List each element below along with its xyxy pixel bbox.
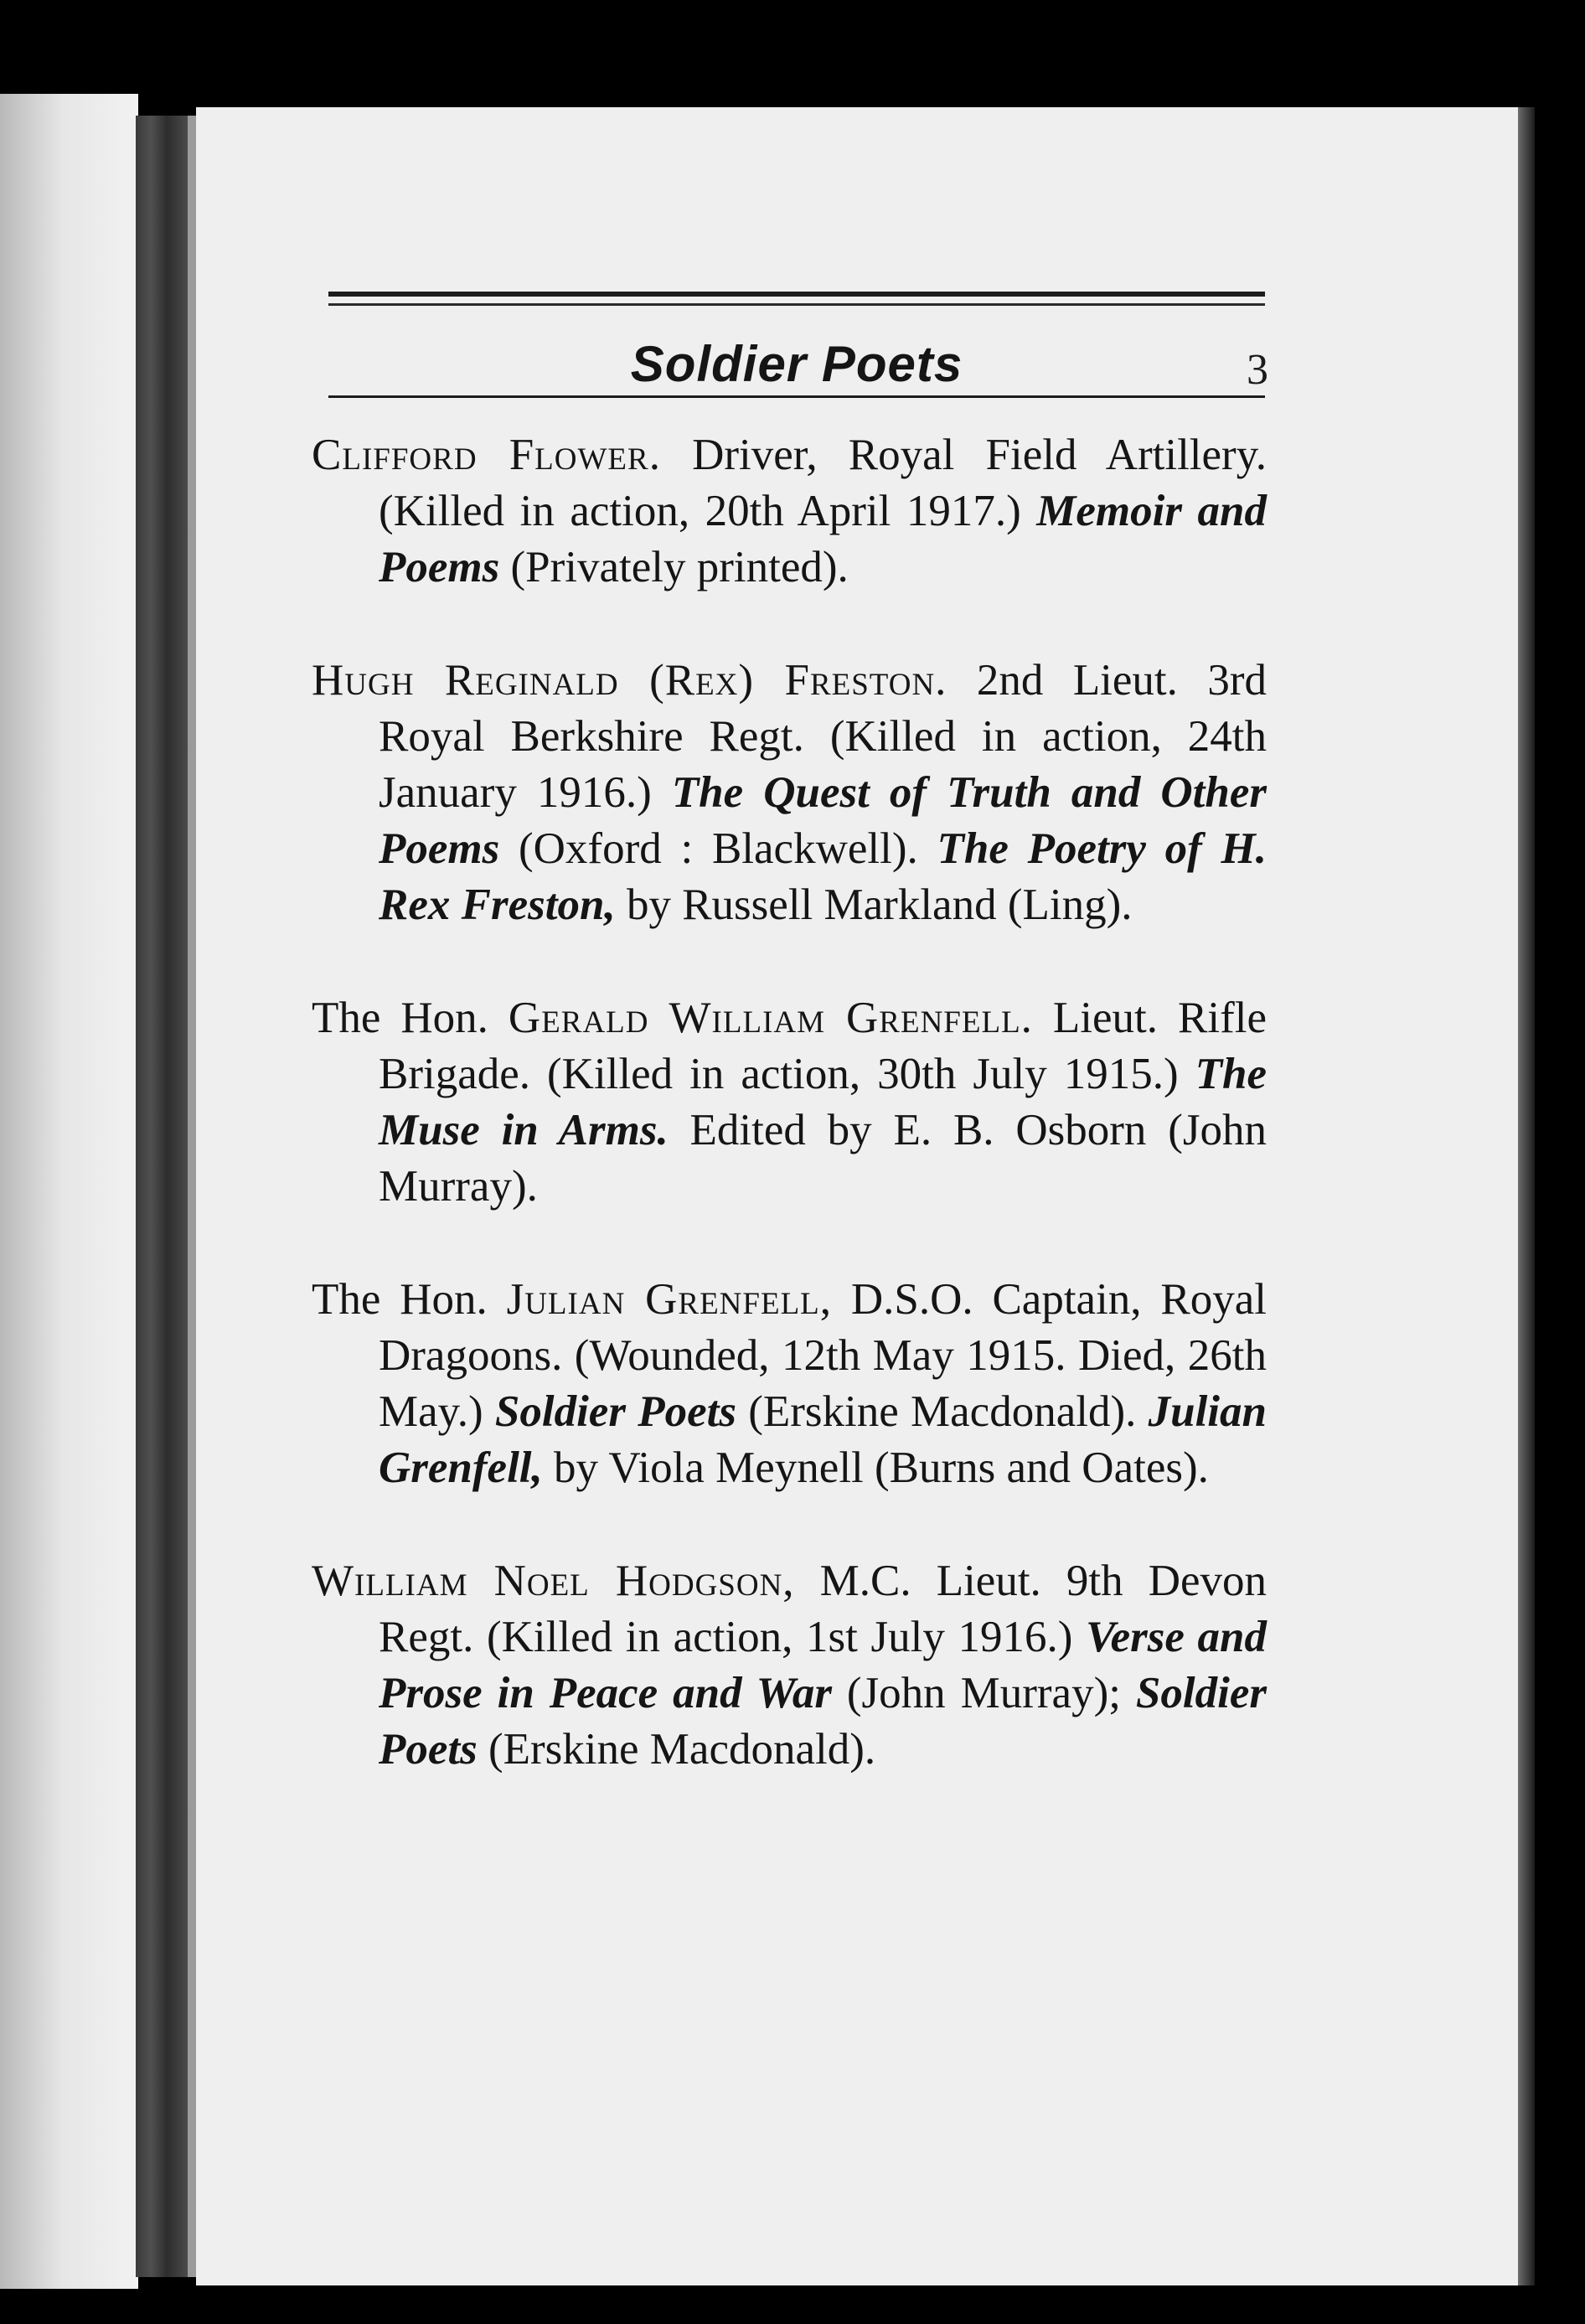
entry-text: (Privately printed). [499,543,849,591]
header-rule-thin [328,303,1265,306]
entry-title: The Poetry of H. Rex Freston, [379,824,1267,929]
entry-julian-grenfell [312,1272,1267,1496]
entry-text: (Erskine Macdonald). [477,1725,876,1774]
entry-text: D.S.O. Captain, Royal Dragoons. (Wounded, 12th May 1915. Died, 26th May.) [379,1275,1267,1436]
entry-text: (John Murray); [831,1669,1136,1717]
entry-name: Hugh Reginald (Rex) Freston. [312,656,947,705]
page-number: 3 [1247,346,1268,394]
entry-text: Driver, Royal Field Artillery. (Killed in action, 20th April 1917.) [379,431,1267,535]
entry-prefix: The Hon. [312,1275,507,1324]
entry-name: Gerald William Grenfell. [508,994,1033,1042]
header-rule-bottom [328,395,1265,398]
running-head: Soldier Poets [630,336,963,392]
entry-william-hodgson [312,1553,1267,1778]
header-rule-thick [328,292,1265,297]
bibliography-entries [312,427,1267,1835]
entry-title: The Muse in Arms. [379,1050,1267,1154]
entry-gerald-grenfell [312,990,1267,1215]
entry-name: Clifford Flower. [312,431,661,479]
binding-edge [188,116,196,2277]
entry-title: Julian Grenfell, [379,1387,1267,1492]
entry-prefix: The Hon. [312,994,509,1042]
entry-text: 2nd Lieut. 3rd Royal Berkshire Regt. (Killed in action, 24th January 1916.) [379,656,1267,817]
page-shadow [1518,107,1535,2285]
entry-title: The Quest of Truth and Other Poems [379,768,1267,873]
left-page-edge [0,94,138,2289]
entry-text: (Erskine Macdonald). [736,1387,1149,1436]
entry-clifford-flower [312,427,1267,596]
page-header [328,292,1267,417]
entry-title: Memoir and Poems [379,487,1267,591]
entry-text: Edited by E. B. Osborn (John Murray). [379,1106,1267,1211]
entry-text: Lieut. Rifle Brigade. (Killed in action, 30th July 1915.) [379,994,1267,1098]
entry-text: by Russell Markland (Ling). [615,881,1133,929]
entry-text: M.C. Lieut. 9th Devon Regt. (Killed in action, 1st July 1916.) [379,1557,1267,1661]
entry-hugh-freston [312,653,1267,933]
entry-name: William Noel Hodgson, [312,1557,795,1605]
entry-title: Verse and Prose in Peace and War [379,1613,1267,1717]
entry-title: Soldier Poets [379,1669,1267,1774]
book-binding [136,116,188,2277]
entry-title: Soldier Poets [494,1387,736,1436]
entry-name: Julian Grenfell, [506,1275,833,1324]
entry-text: (Oxford : Blackwell). [499,824,937,873]
entry-text: by Viola Meynell (Burns and Oates). [542,1443,1209,1492]
